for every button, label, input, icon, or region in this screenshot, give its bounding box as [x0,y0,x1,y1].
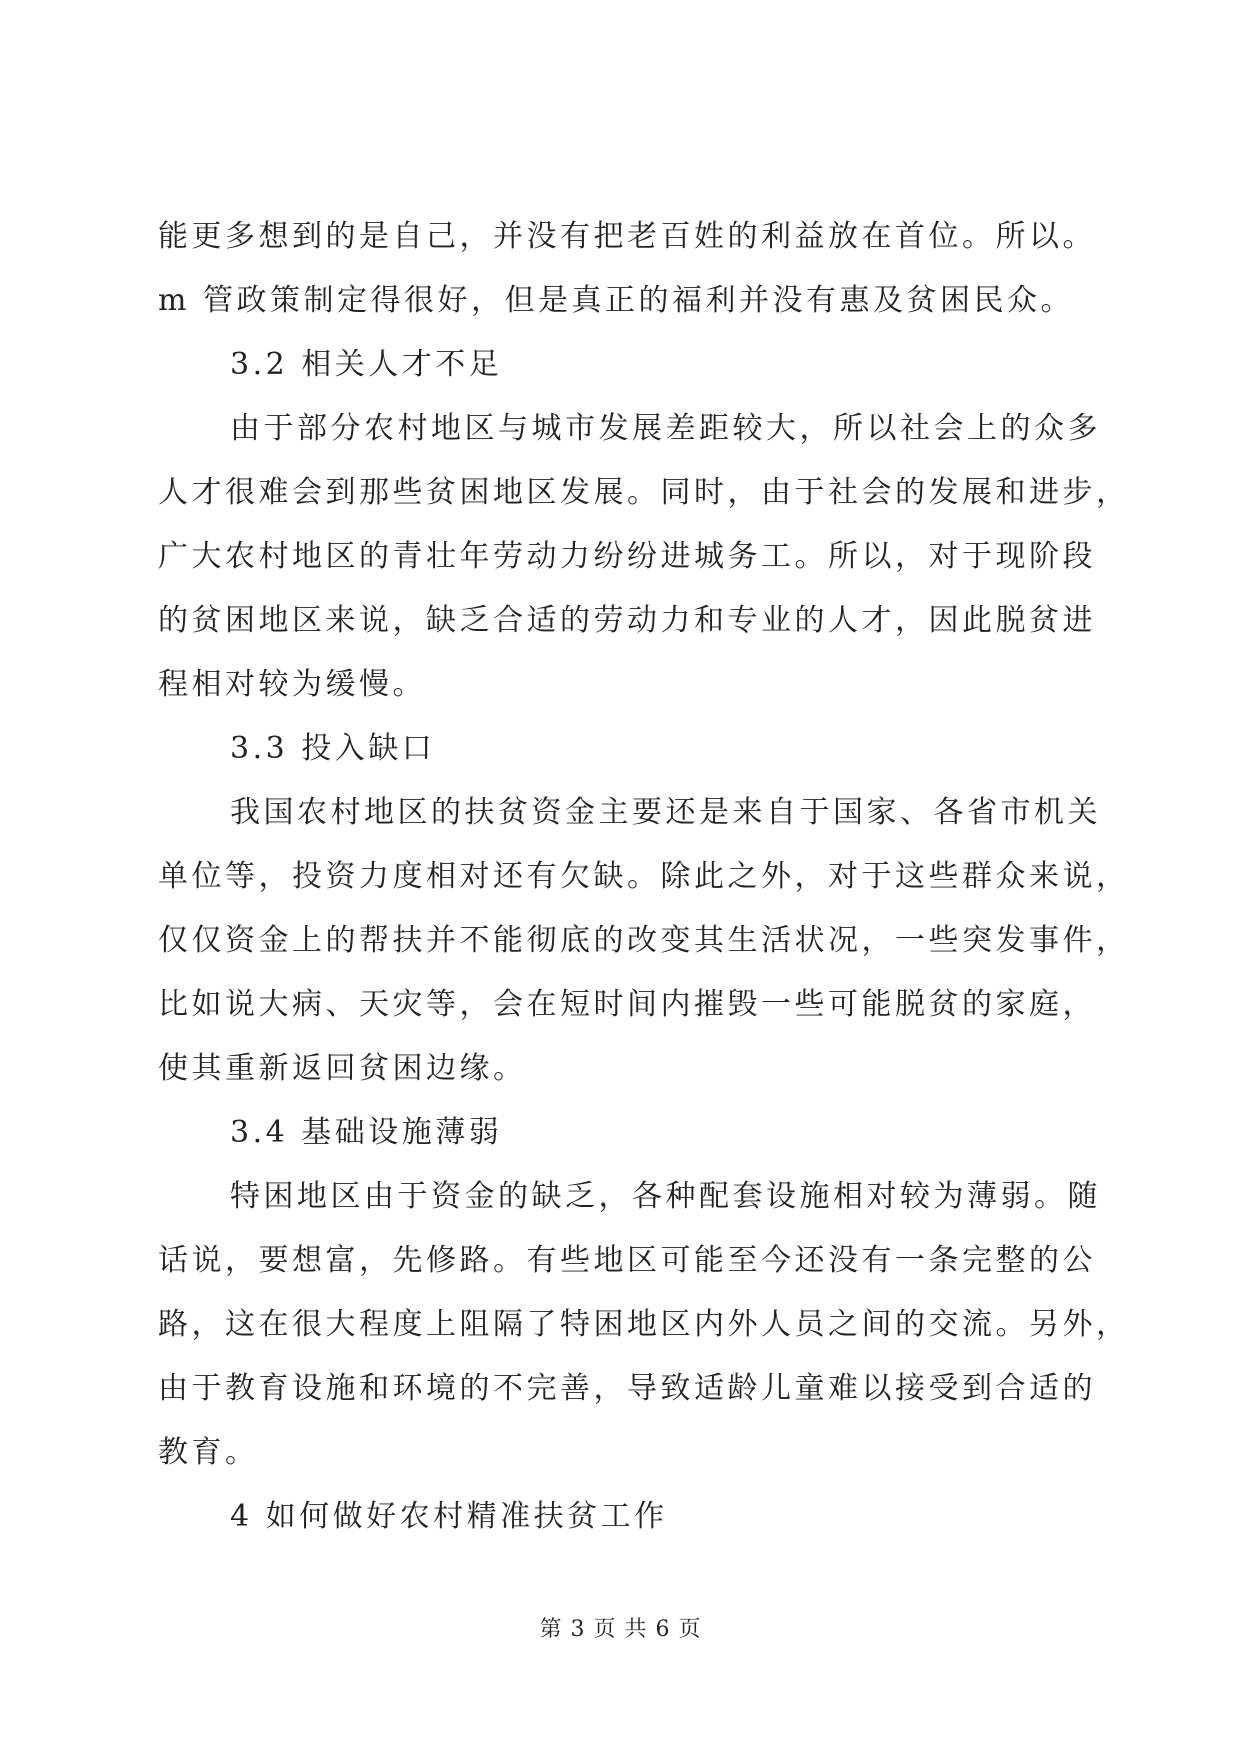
body-line: 由于教育设施和环境的不完善，导致适龄儿童难以接受到合适的 [158,1371,1096,1406]
body-line: m 管政策制定得很好，但是真正的福利并没有惠及贫困民众。 [158,283,1074,318]
section-heading-3-3: 3.3 投入缺口 [230,731,436,766]
body-line: 广大农村地区的青壮年劳动力纷纷进城务工。所以，对于现阶段 [158,539,1096,574]
body-line: 的贫困地区来说，缺乏合适的劳动力和专业的人才，因此脱贫进 [158,603,1096,638]
body-line: 比如说大病、天灾等，会在短时间内摧毁一些可能脱贫的家庭， [158,987,1096,1022]
page-footer: 第 3 页 共 6 页 [539,1617,702,1642]
body-line: 教育。 [158,1435,259,1470]
paragraph-start-line: 我国农村地区的扶贫资金主要还是来自于国家、各省市机关 [230,795,1101,830]
body-line: 使其重新返回贫困边缘。 [158,1051,527,1086]
body-line: 程相对较为缓慢。 [158,667,426,702]
paragraph-start-line: 特困地区由于资金的缺乏，各种配套设施相对较为薄弱。随 [230,1179,1101,1214]
body-line: 单位等，投资力度相对还有欠缺。除此之外，对于这些群众来说， [158,859,1130,894]
body-line: 路，这在很大程度上阻隔了特困地区内外人员之间的交流。另外， [158,1307,1130,1342]
body-line: 人才很难会到那些贫困地区发展。同时，由于社会的发展和进步， [158,475,1130,510]
section-heading-3-2: 3.2 相关人才不足 [230,347,503,382]
section-heading-4: 4 如何做好农村精准扶贫工作 [230,1499,668,1534]
paragraph-start-line: 由于部分农村地区与城市发展差距较大，所以社会上的众多 [230,411,1101,446]
body-line: 话说，要想富，先修路。有些地区可能至今还没有一条完整的公 [158,1243,1096,1278]
section-heading-3-4: 3.4 基础设施薄弱 [230,1115,503,1150]
document-body [158,205,1130,1549]
body-line: 仅仅资金上的帮扶并不能彻底的改变其生活状况，一些突发事件， [158,923,1130,958]
body-line: 能更多想到的是自己，并没有把老百姓的利益放在首位。所以。 [158,219,1096,254]
